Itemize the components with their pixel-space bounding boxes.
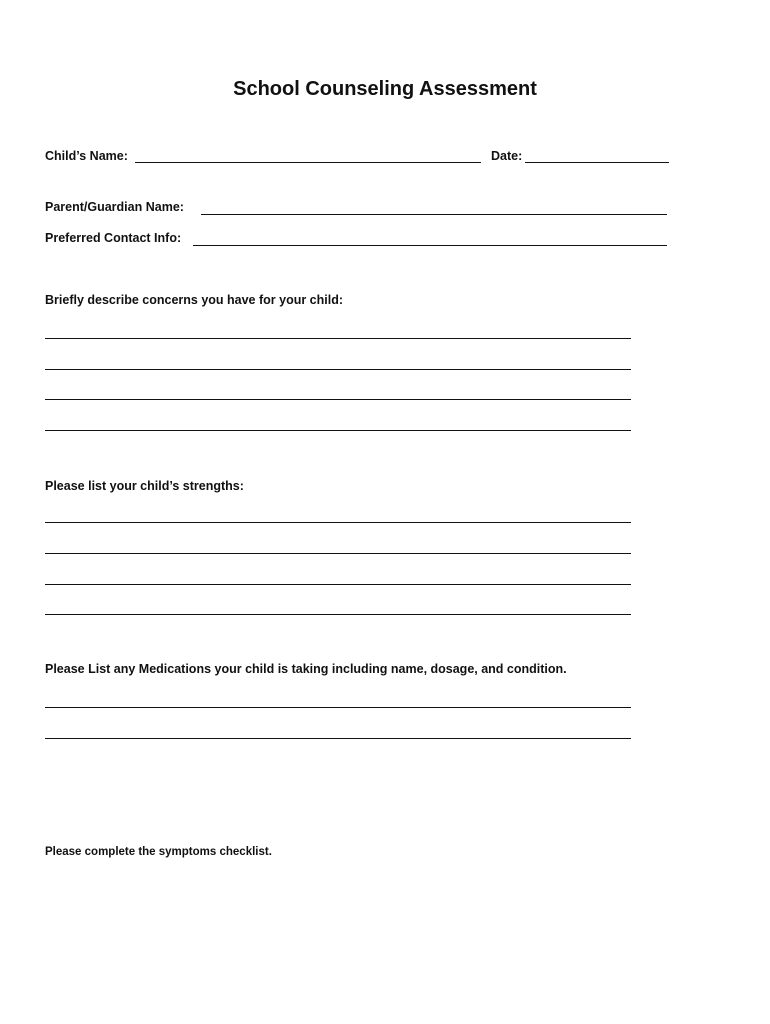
concerns-line[interactable] [45,399,631,400]
date-label: Date: [491,149,523,163]
contact-info-field[interactable] [193,245,667,246]
strengths-line[interactable] [45,522,631,523]
symptoms-checklist-note: Please complete the symptoms checklist. [45,846,272,858]
concerns-line[interactable] [45,369,631,370]
child-name-field[interactable] [135,162,481,163]
concerns-line[interactable] [45,430,631,431]
medications-line[interactable] [45,707,631,708]
parent-name-field[interactable] [201,214,667,215]
contact-info-label: Preferred Contact Info: [45,231,182,245]
concerns-label: Briefly describe concerns you have for your child: [45,293,344,307]
concerns-line[interactable] [45,338,631,339]
strengths-line[interactable] [45,614,631,615]
strengths-line[interactable] [45,553,631,554]
strengths-line[interactable] [45,584,631,585]
medications-label: Please List any Medications your child is taking including name, dosage, and condition. [45,662,567,676]
strengths-label: Please list your child’s strengths: [45,479,244,493]
date-field[interactable] [525,162,669,163]
medications-line[interactable] [45,738,631,739]
parent-name-label: Parent/Guardian Name: [45,200,184,214]
form-title: School Counseling Assessment [233,78,537,100]
child-name-label: Child’s Name: [45,149,128,163]
